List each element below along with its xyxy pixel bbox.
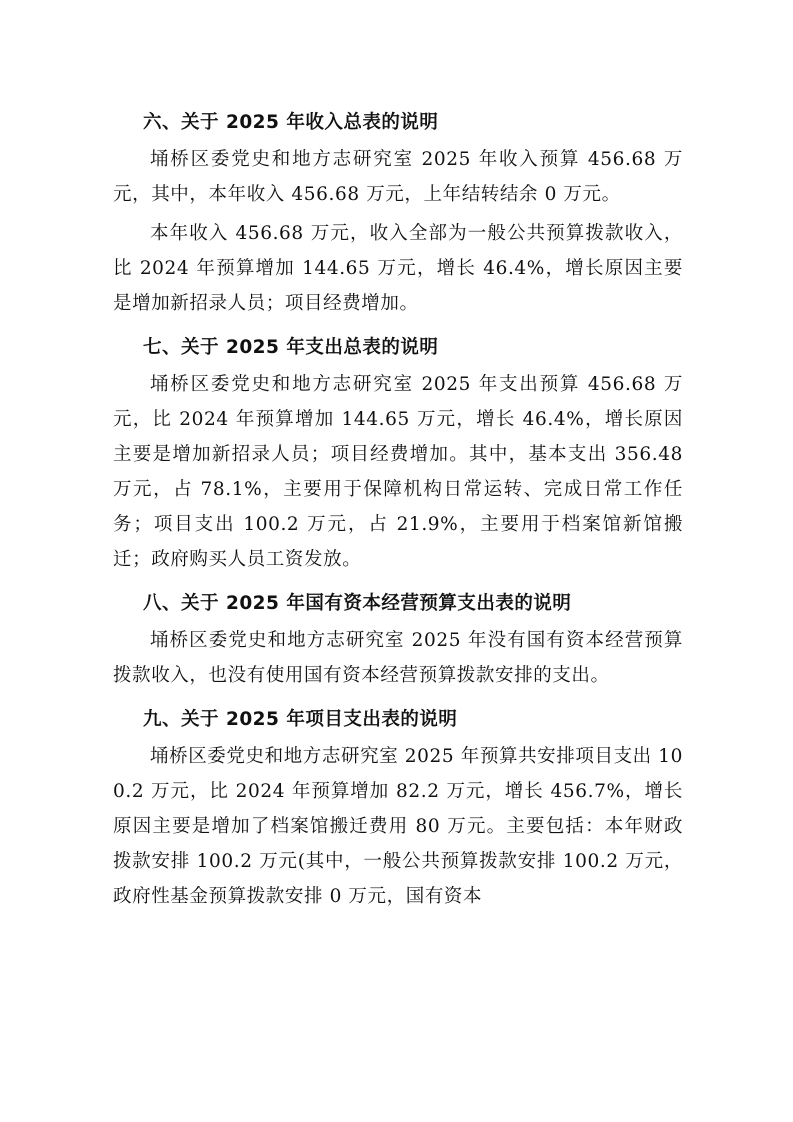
- section-9-heading: 九、关于 2025 年项目支出表的说明: [143, 709, 458, 730]
- section-6-paragraph-1: 埇桥区委党史和地方志研究室 2025 年收入预算 456.68 万元，其中，本年收入 456.68 万元，上年结转结余 0 万元。: [113, 149, 683, 205]
- section-7-heading: 七、关于 2025 年支出总表的说明: [143, 337, 439, 358]
- section-6-paragraph-2: 本年收入 456.68 万元，收入全部为一般公共预算拨款收入，比 2024 年预算增加 144.65 万元，增长 46.4%，增长原因主要是增加新招录人员；项目经费增加。: [113, 223, 683, 314]
- section-8-heading: 八、关于 2025 年国有资本经营预算支出表的说明: [143, 593, 572, 614]
- section-7-paragraph-1: 埇桥区委党史和地方志研究室 2025 年支出预算 456.68 万元，比 2024 年预算增加 144.65 万元，增长 46.4%，增长原因主要是增加新招录人员；项目经费增加。其中，基本支出 356.48 万元，占 78.1%，主要用于保障机构日常运转、完成日常工作任务；项目支出 100.2 万元，占 21.9%，主要用于档案馆新馆搬迁；政府购买人员工资发放。: [113, 374, 683, 570]
- document-body: [113, 104, 683, 914]
- section-8-paragraph-1: 埇桥区委党史和地方志研究室 2025 年没有国有资本经营预算拨款收入，也没有使用国有资本经营预算拨款安排的支出。: [113, 630, 683, 686]
- section-6-heading: 六、关于 2025 年收入总表的说明: [143, 112, 439, 133]
- section-9-paragraph-1: 埇桥区委党史和地方志研究室 2025 年预算共安排项目支出 100.2 万元，比 2024 年预算增加 82.2 万元，增长 456.7%，增长原因主要是增加了档案馆搬迁费用 80 万元。主要包括：本年财政拨款安排 100.2 万元(其中，一般公共预算拨款安排 100.2 万元，政府性基金预算拨款安排 0 万元，国有资本: [113, 746, 683, 907]
